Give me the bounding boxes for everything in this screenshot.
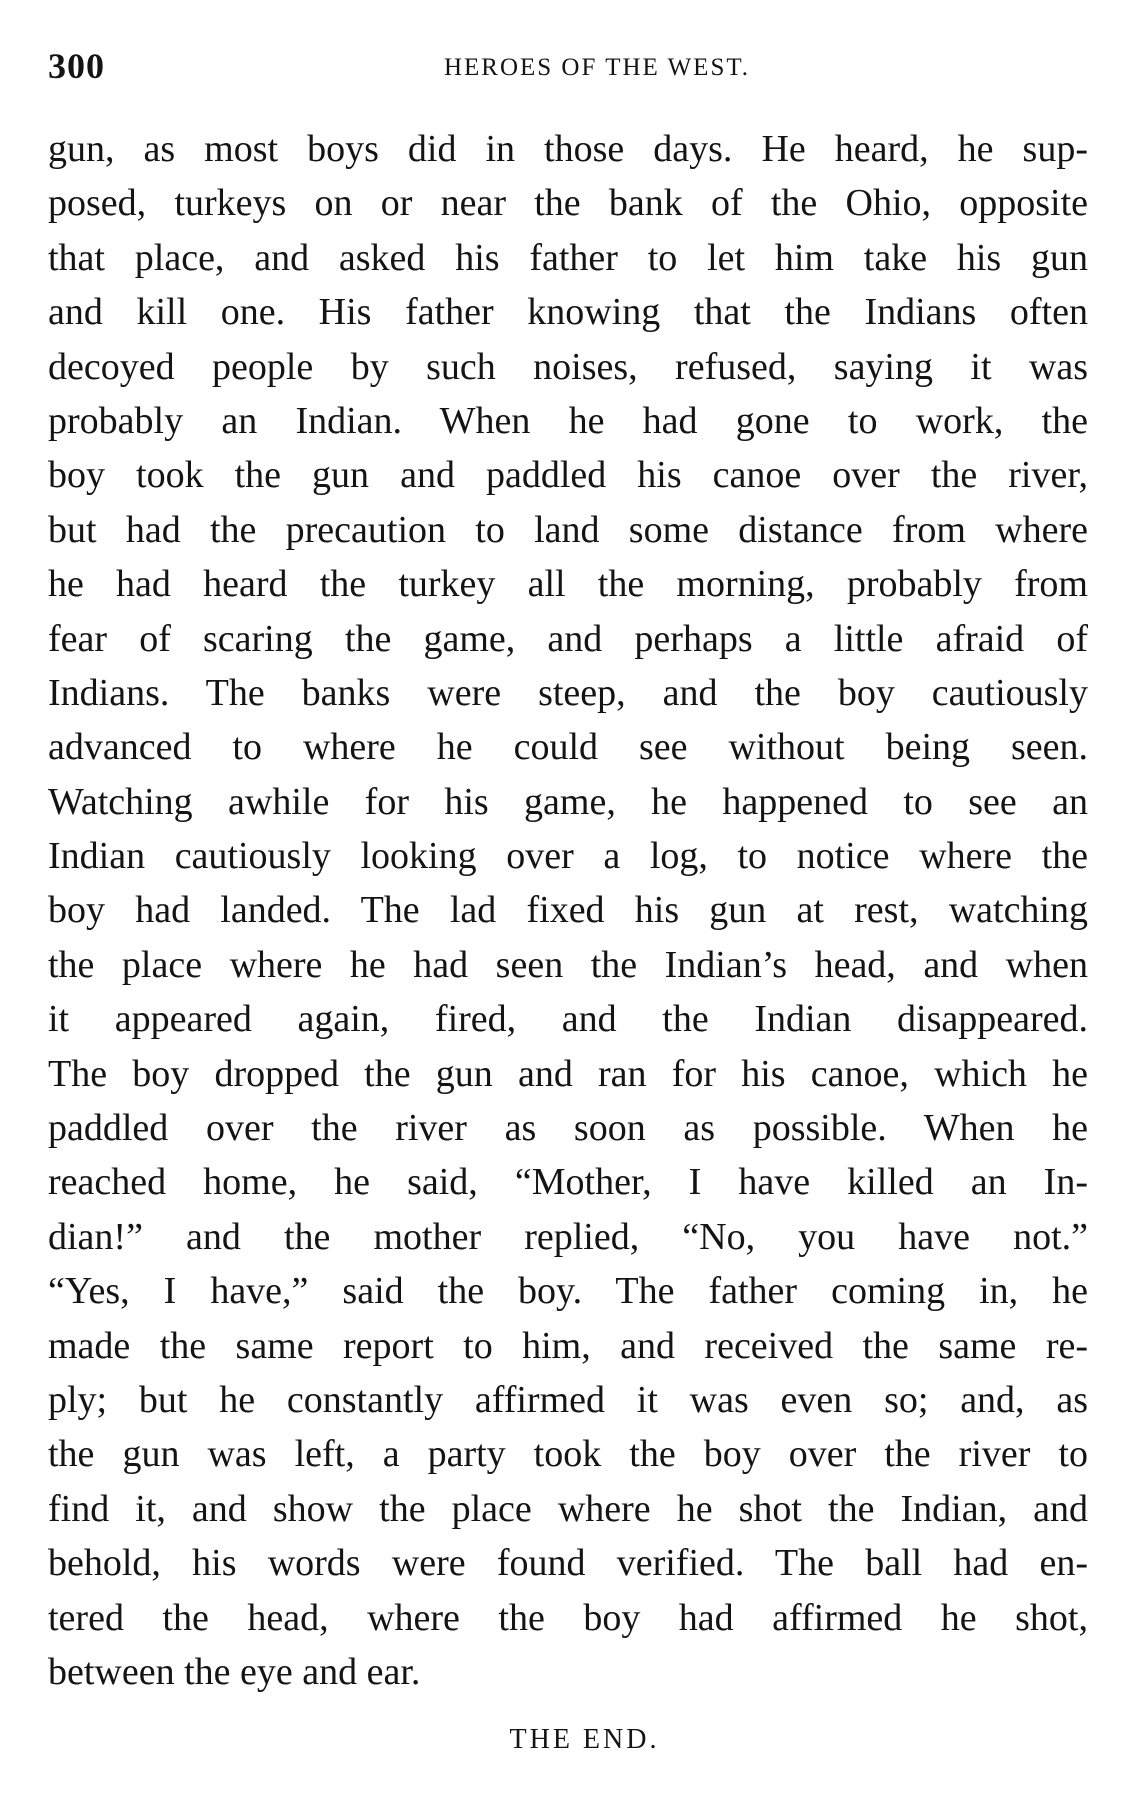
text-line: Indian cautiously looking over a log, to notice where the bbox=[48, 835, 1088, 878]
text-line: Indians. The banks were steep, and the boy cautiously bbox=[48, 671, 1088, 714]
text-line: Watching awhile for his game, he happened to see an bbox=[48, 780, 1088, 823]
text-line: that place, and asked his father to let him take his gun bbox=[48, 236, 1088, 279]
text-line: it appeared again, fired, and the Indian disappeared. bbox=[48, 998, 1088, 1041]
page-header bbox=[48, 36, 1086, 96]
text-line: behold, his words were found verified. The ball had en- bbox=[48, 1542, 1088, 1585]
text-line: the place where he had seen the Indian’s head, and when bbox=[48, 943, 1088, 986]
text-line: dian!” and the mother replied, “No, you have not.” bbox=[48, 1215, 1088, 1258]
text-line: posed, turkeys on or near the bank of the Ohio, opposite bbox=[48, 182, 1088, 225]
text-line: but had the precaution to land some distance from where bbox=[48, 508, 1088, 551]
text-line-last: between the eye and ear. bbox=[48, 1650, 421, 1693]
body-text bbox=[48, 122, 1088, 1699]
text-line: he had heard the turkey all the morning, probably from bbox=[48, 563, 1088, 606]
text-line: fear of scaring the game, and perhaps a little afraid of bbox=[48, 617, 1088, 660]
text-line: ply; but he constantly affirmed it was even so; and, as bbox=[48, 1378, 1088, 1421]
text-line: made the same report to him, and received the same re- bbox=[48, 1324, 1088, 1367]
text-line: gun, as most boys did in those days. He heard, he sup- bbox=[48, 128, 1088, 170]
running-head: HEROES OF THE WEST. bbox=[443, 54, 751, 81]
text-line: the gun was left, a party took the boy over the river to bbox=[48, 1433, 1088, 1476]
text-line: “Yes, I have,” said the boy. The father coming in, he bbox=[48, 1270, 1088, 1313]
text-line: reached home, he said, “Mother, I have killed an In- bbox=[48, 1161, 1088, 1204]
text-line: paddled over the river as soon as possible. When he bbox=[48, 1107, 1088, 1150]
text-line: find it, and show the place where he shot the Indian, and bbox=[48, 1487, 1088, 1530]
text-line: and kill one. His father knowing that the Indians often bbox=[48, 291, 1088, 334]
text-line: probably an Indian. When he had gone to work, the bbox=[48, 399, 1088, 442]
text-line: boy took the gun and paddled his canoe over the river, bbox=[48, 454, 1088, 497]
page-number: 300 bbox=[48, 46, 105, 86]
text-line: The boy dropped the gun and ran for his canoe, which he bbox=[48, 1052, 1088, 1095]
the-end-label: THE END. bbox=[509, 1724, 660, 1755]
text-line: advanced to where he could see without being seen. bbox=[48, 726, 1088, 769]
text-line: boy had landed. The lad fixed his gun at rest, watching bbox=[48, 889, 1088, 932]
text-line: decoyed people by such noises, refused, saying it was bbox=[48, 345, 1088, 388]
text-line: tered the head, where the boy had affirmed he shot, bbox=[48, 1596, 1088, 1639]
